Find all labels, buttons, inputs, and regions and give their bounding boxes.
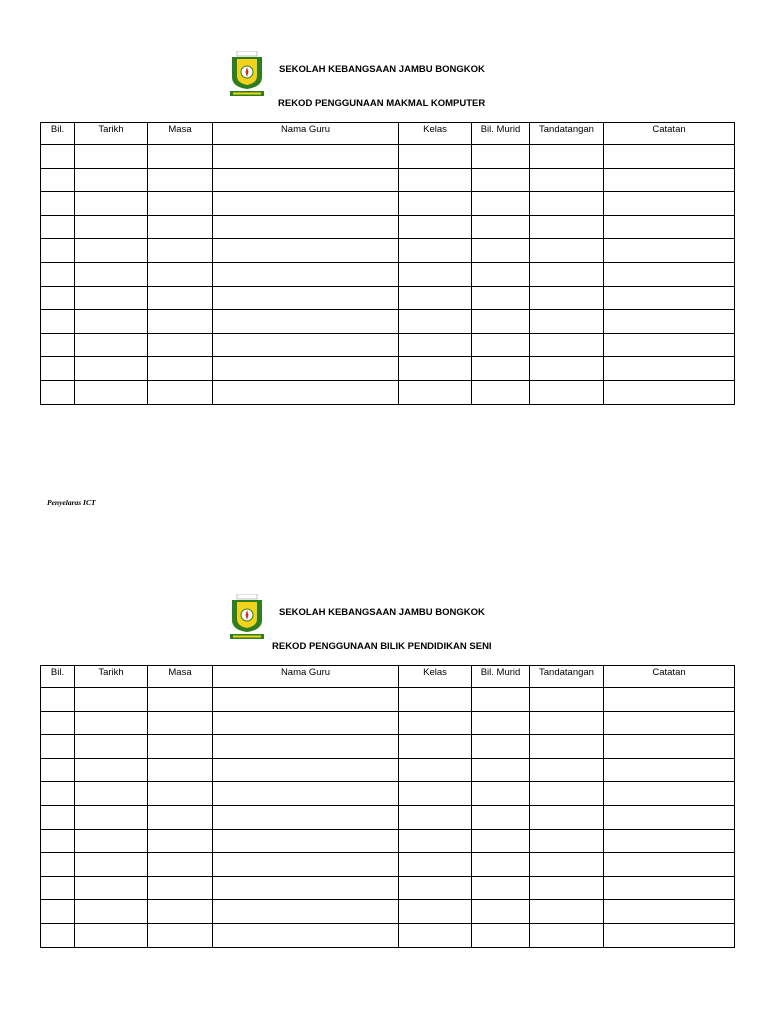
cell-tarikh — [75, 829, 148, 853]
cell-nama-guru — [213, 735, 399, 759]
cell-tandatangan — [530, 711, 604, 735]
cell-nama-guru — [213, 192, 399, 216]
cell-nama-guru — [213, 357, 399, 381]
cell-kelas — [399, 262, 472, 286]
cell-bil-murid — [472, 900, 530, 924]
cell-masa — [148, 310, 213, 334]
cell-masa — [148, 333, 213, 357]
column-header-bil-murid: Bil. Murid — [472, 123, 530, 145]
cell-kelas — [399, 380, 472, 404]
cell-bil — [41, 215, 75, 239]
record-title: REKOD PENGGUNAAN MAKMAL KOMPUTER — [278, 98, 486, 109]
column-header-kelas: Kelas — [399, 123, 472, 145]
cell-bil — [41, 805, 75, 829]
cell-tandatangan — [530, 262, 604, 286]
cell-bil — [41, 168, 75, 192]
cell-nama-guru — [213, 923, 399, 947]
cell-catatan — [604, 357, 735, 381]
cell-nama-guru — [213, 286, 399, 310]
cell-bil-murid — [472, 239, 530, 263]
column-header-tarikh: Tarikh — [75, 666, 148, 688]
column-header-nama-guru: Nama Guru — [213, 666, 399, 688]
cell-tandatangan — [530, 900, 604, 924]
cell-nama-guru — [213, 805, 399, 829]
cell-catatan — [604, 310, 735, 334]
cell-masa — [148, 735, 213, 759]
cell-bil — [41, 829, 75, 853]
cell-nama-guru — [213, 900, 399, 924]
cell-tarikh — [75, 168, 148, 192]
cell-masa — [148, 286, 213, 310]
column-header-tandatangan: Tandatangan — [530, 666, 604, 688]
cell-tarikh — [75, 286, 148, 310]
cell-bil-murid — [472, 262, 530, 286]
cell-tandatangan — [530, 145, 604, 169]
cell-catatan — [604, 168, 735, 192]
school-crest-icon — [229, 51, 265, 97]
cell-catatan — [604, 688, 735, 712]
cell-catatan — [604, 145, 735, 169]
cell-tandatangan — [530, 805, 604, 829]
cell-catatan — [604, 239, 735, 263]
cell-masa — [148, 380, 213, 404]
cell-tandatangan — [530, 286, 604, 310]
cell-masa — [148, 688, 213, 712]
cell-tandatangan — [530, 239, 604, 263]
cell-kelas — [399, 145, 472, 169]
cell-masa — [148, 853, 213, 877]
cell-kelas — [399, 782, 472, 806]
column-header-masa: Masa — [148, 666, 213, 688]
cell-masa — [148, 215, 213, 239]
cell-bil-murid — [472, 711, 530, 735]
cell-bil-murid — [472, 380, 530, 404]
table-row — [41, 758, 735, 782]
column-header-nama-guru: Nama Guru — [213, 123, 399, 145]
cell-masa — [148, 900, 213, 924]
cell-nama-guru — [213, 829, 399, 853]
cell-bil-murid — [472, 923, 530, 947]
cell-bil-murid — [472, 215, 530, 239]
cell-bil-murid — [472, 310, 530, 334]
cell-masa — [148, 876, 213, 900]
cell-tarikh — [75, 192, 148, 216]
cell-bil — [41, 262, 75, 286]
cell-bil-murid — [472, 192, 530, 216]
cell-bil-murid — [472, 286, 530, 310]
cell-tarikh — [75, 923, 148, 947]
cell-tandatangan — [530, 853, 604, 877]
cell-catatan — [604, 829, 735, 853]
cell-bil — [41, 711, 75, 735]
cell-bil — [41, 782, 75, 806]
cell-catatan — [604, 262, 735, 286]
cell-masa — [148, 145, 213, 169]
cell-catatan — [604, 215, 735, 239]
table-row — [41, 145, 735, 169]
cell-nama-guru — [213, 688, 399, 712]
table-row — [41, 853, 735, 877]
cell-bil-murid — [472, 735, 530, 759]
cell-bil — [41, 853, 75, 877]
cell-bil-murid — [472, 357, 530, 381]
cell-tandatangan — [530, 688, 604, 712]
cell-masa — [148, 758, 213, 782]
cell-kelas — [399, 310, 472, 334]
cell-tandatangan — [530, 192, 604, 216]
cell-nama-guru — [213, 310, 399, 334]
cell-catatan — [604, 286, 735, 310]
school-name: SEKOLAH KEBANGSAAN JAMBU BONGKOK — [279, 64, 485, 75]
cell-nama-guru — [213, 262, 399, 286]
cell-tandatangan — [530, 735, 604, 759]
cell-bil — [41, 310, 75, 334]
table-row — [41, 805, 735, 829]
table-row — [41, 735, 735, 759]
school-crest-icon — [229, 594, 265, 640]
cell-tarikh — [75, 853, 148, 877]
cell-tandatangan — [530, 168, 604, 192]
cell-tarikh — [75, 711, 148, 735]
cell-kelas — [399, 215, 472, 239]
cell-tarikh — [75, 380, 148, 404]
table-row — [41, 262, 735, 286]
column-header-catatan: Catatan — [604, 123, 735, 145]
record-title: REKOD PENGGUNAAN BILIK PENDIDIKAN SENI — [272, 641, 492, 652]
cell-catatan — [604, 805, 735, 829]
table-row — [41, 310, 735, 334]
table-header-row — [41, 123, 735, 145]
cell-kelas — [399, 735, 472, 759]
cell-kelas — [399, 286, 472, 310]
cell-catatan — [604, 735, 735, 759]
cell-bil — [41, 333, 75, 357]
cell-bil — [41, 735, 75, 759]
cell-bil — [41, 239, 75, 263]
column-header-tarikh: Tarikh — [75, 123, 148, 145]
cell-nama-guru — [213, 711, 399, 735]
cell-bil-murid — [472, 829, 530, 853]
cell-catatan — [604, 333, 735, 357]
cell-bil — [41, 688, 75, 712]
cell-tandatangan — [530, 357, 604, 381]
table-row — [41, 688, 735, 712]
cell-tarikh — [75, 215, 148, 239]
cell-nama-guru — [213, 168, 399, 192]
cell-tarikh — [75, 805, 148, 829]
cell-kelas — [399, 333, 472, 357]
cell-tarikh — [75, 758, 148, 782]
cell-bil — [41, 923, 75, 947]
cell-nama-guru — [213, 876, 399, 900]
cell-bil — [41, 876, 75, 900]
cell-masa — [148, 168, 213, 192]
cell-kelas — [399, 900, 472, 924]
cell-tarikh — [75, 876, 148, 900]
cell-bil — [41, 286, 75, 310]
cell-tandatangan — [530, 782, 604, 806]
cell-masa — [148, 829, 213, 853]
cell-nama-guru — [213, 380, 399, 404]
table-row — [41, 829, 735, 853]
cell-nama-guru — [213, 853, 399, 877]
cell-catatan — [604, 380, 735, 404]
cell-bil — [41, 357, 75, 381]
column-header-bil: Bil. — [41, 123, 75, 145]
table-row — [41, 923, 735, 947]
cell-bil-murid — [472, 145, 530, 169]
cell-bil — [41, 758, 75, 782]
table-row — [41, 215, 735, 239]
cell-bil — [41, 192, 75, 216]
cell-tarikh — [75, 239, 148, 263]
column-header-catatan: Catatan — [604, 666, 735, 688]
cell-bil-murid — [472, 333, 530, 357]
cell-kelas — [399, 923, 472, 947]
cell-kelas — [399, 805, 472, 829]
cell-kelas — [399, 168, 472, 192]
cell-bil — [41, 900, 75, 924]
cell-catatan — [604, 923, 735, 947]
cell-kelas — [399, 239, 472, 263]
table-row — [41, 900, 735, 924]
cell-catatan — [604, 711, 735, 735]
cell-bil-murid — [472, 168, 530, 192]
cell-nama-guru — [213, 333, 399, 357]
cell-bil-murid — [472, 758, 530, 782]
table-row — [41, 333, 735, 357]
cell-tarikh — [75, 310, 148, 334]
cell-tarikh — [75, 333, 148, 357]
cell-catatan — [604, 853, 735, 877]
table-row — [41, 168, 735, 192]
cell-kelas — [399, 711, 472, 735]
cell-masa — [148, 711, 213, 735]
signature-label: Penyelaras ICT — [47, 498, 96, 507]
table-header-row — [41, 666, 735, 688]
cell-tarikh — [75, 900, 148, 924]
table-row — [41, 876, 735, 900]
cell-bil — [41, 380, 75, 404]
column-header-bil-murid: Bil. Murid — [472, 666, 530, 688]
cell-masa — [148, 923, 213, 947]
cell-tandatangan — [530, 333, 604, 357]
cell-kelas — [399, 758, 472, 782]
cell-bil-murid — [472, 782, 530, 806]
column-header-masa: Masa — [148, 123, 213, 145]
cell-tarikh — [75, 735, 148, 759]
cell-tarikh — [75, 145, 148, 169]
cell-masa — [148, 262, 213, 286]
table-row — [41, 286, 735, 310]
table-row — [41, 192, 735, 216]
cell-nama-guru — [213, 145, 399, 169]
cell-catatan — [604, 192, 735, 216]
cell-nama-guru — [213, 239, 399, 263]
school-name: SEKOLAH KEBANGSAAN JAMBU BONGKOK — [279, 607, 485, 618]
cell-tandatangan — [530, 380, 604, 404]
column-header-bil: Bil. — [41, 666, 75, 688]
column-header-kelas: Kelas — [399, 666, 472, 688]
column-header-tandatangan: Tandatangan — [530, 123, 604, 145]
cell-masa — [148, 782, 213, 806]
cell-masa — [148, 357, 213, 381]
cell-catatan — [604, 782, 735, 806]
cell-kelas — [399, 192, 472, 216]
cell-catatan — [604, 900, 735, 924]
cell-catatan — [604, 876, 735, 900]
cell-kelas — [399, 688, 472, 712]
cell-bil-murid — [472, 805, 530, 829]
cell-tarikh — [75, 782, 148, 806]
cell-tarikh — [75, 357, 148, 381]
usage-log-table — [40, 665, 735, 948]
cell-nama-guru — [213, 758, 399, 782]
cell-bil-murid — [472, 876, 530, 900]
table-row — [41, 711, 735, 735]
cell-bil-murid — [472, 688, 530, 712]
cell-tandatangan — [530, 923, 604, 947]
cell-masa — [148, 192, 213, 216]
cell-tandatangan — [530, 876, 604, 900]
cell-catatan — [604, 758, 735, 782]
cell-kelas — [399, 357, 472, 381]
table-row — [41, 782, 735, 806]
cell-kelas — [399, 853, 472, 877]
cell-kelas — [399, 876, 472, 900]
cell-bil-murid — [472, 853, 530, 877]
cell-tandatangan — [530, 758, 604, 782]
cell-masa — [148, 805, 213, 829]
usage-log-table — [40, 122, 735, 405]
cell-tandatangan — [530, 215, 604, 239]
cell-bil — [41, 145, 75, 169]
cell-tandatangan — [530, 829, 604, 853]
cell-nama-guru — [213, 215, 399, 239]
cell-tarikh — [75, 262, 148, 286]
cell-tarikh — [75, 688, 148, 712]
cell-nama-guru — [213, 782, 399, 806]
cell-masa — [148, 239, 213, 263]
table-row — [41, 239, 735, 263]
cell-tandatangan — [530, 310, 604, 334]
table-row — [41, 380, 735, 404]
table-row — [41, 357, 735, 381]
cell-kelas — [399, 829, 472, 853]
